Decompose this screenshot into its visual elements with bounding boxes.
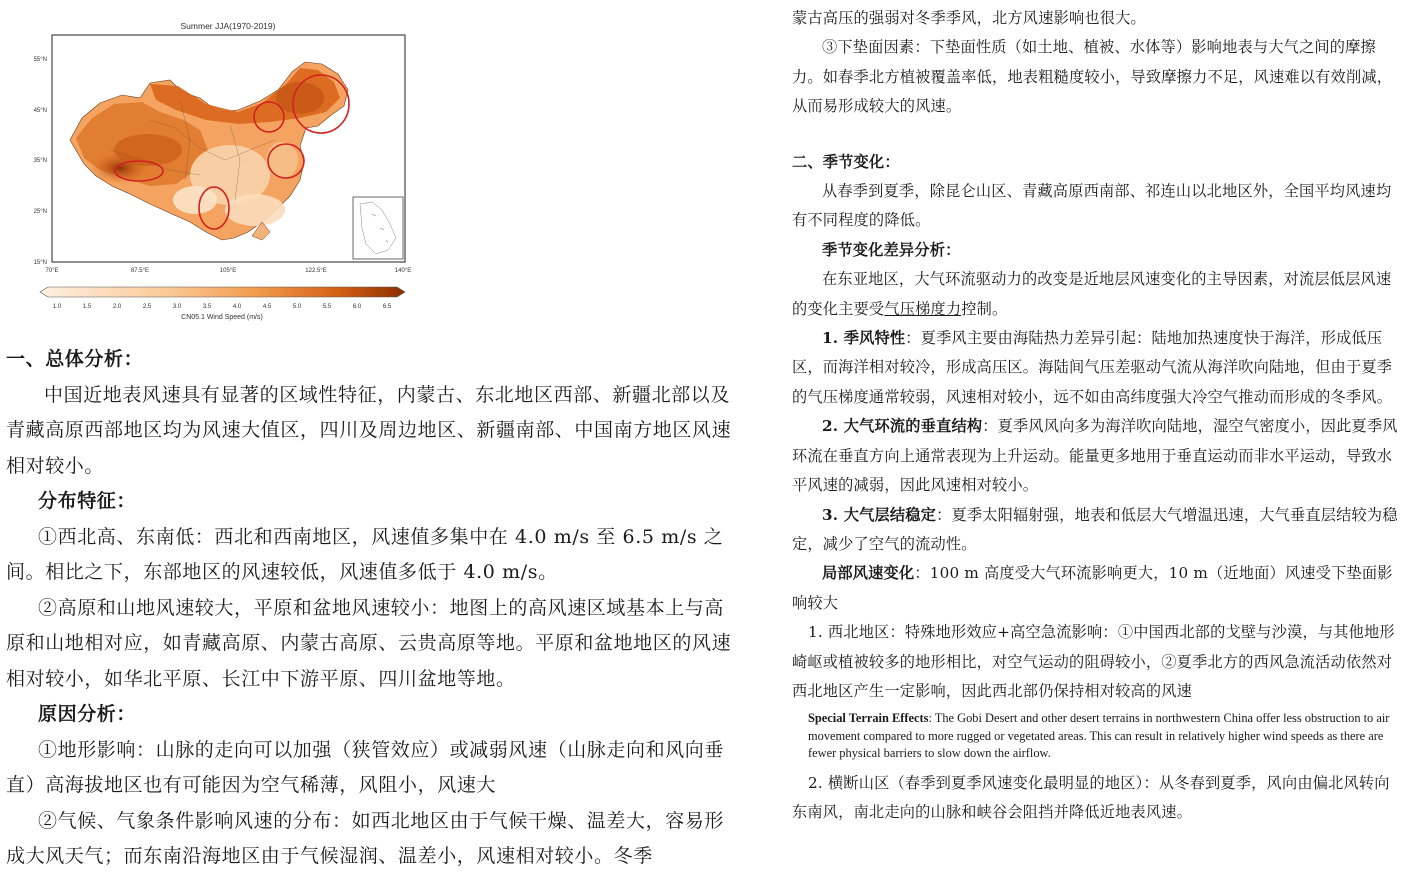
colorbar-label: CN05.1 Wind Speed (m/s) [181,314,263,321]
colorbar-tick: 6.5 [382,304,392,310]
item-monsoon-text: ：夏季风主要由海陆热力差异引起：陆地加热速度快于海洋，形成低压区，而海洋相对较冷，形成高压区。海陆间气压差驱动气流从海洋吹向陆地，但由于夏季的气压梯度通常较弱，风速相对较小，远不如由高纬度强大冷空气推动而形成的冬季风。 [792,329,1393,406]
colorbar-tick: 1.0 [52,304,62,310]
colorbar [40,287,405,321]
lon-tick-label: 140°E [394,268,412,274]
heading-seasonal-difference: 季节变化差异分析： [822,240,961,259]
lat-tick-label: 55°N [33,57,47,63]
item-monsoon [792,324,1404,412]
colorbar-tick: 3.5 [202,304,212,310]
paragraph-surface-factor: ③下垫面因素：下垫面性质（如土地、植被、水体等）影响地表与大气之间的摩擦力。如春季北方植被覆盖率低，地表粗糙度较小，导致摩擦力不足，风速难以有效削减，从而易形成较大的风速。 [792,38,1393,116]
map-title: Summer JJA(1970-2019) [180,21,276,31]
colorbar-tick: 3.0 [172,304,182,310]
colorbar-tick: 5.0 [292,304,302,310]
paragraph-local-wind [792,559,1404,618]
lon-tick-label: 105°E [219,268,237,274]
paragraph-distribution-1: ①西北高、东南低：西北和西南地区，风速值多集中在 4.0 m/s 至 6.5 m/s 之间。相比之下，东部地区的风速较低，风速值多低于 4.0 m/s。 [6,525,724,583]
colorbar-tick: 1.5 [82,304,92,310]
paragraph-seasonal-difference [792,265,1404,324]
item-vertical-title: 2. 大气环流的垂直结构 [822,417,983,436]
colorbar-tick: 4.5 [262,304,272,310]
lon-tick-label: 70°E [45,268,59,274]
local-wind-title: 局部风速变化 [822,564,915,583]
english-note-text: : The Gobi Desert and other desert terrains in northwestern China offer less obstruction to air movement compared to more rugged or vegetated areas. This can result in relatively higher wind speeds as there are fewer physical barriers to slow down the airflow. [808,711,1390,761]
paragraph-distribution-2: ②高原和山地风速较大，平原和盆地风速较小：地图上的高风速区域基本上与高原和山地相对应，如青藏高原、内蒙古高原、云贵高原等地。平原和盆地地区的风速相对较小，如华北平原、长江中下游平原、四川盆地等地。 [6,596,732,690]
colorbar-tick: 5.5 [322,304,332,310]
pressure-gradient-term: 气压梯度力 [884,299,962,318]
heading-seasonal-change: 二、季节变化： [792,152,900,171]
lat-tick-label: 25°N [33,209,47,215]
wind-speed-map-figure [0,0,430,330]
english-note [792,710,1404,763]
lat-tick-label: 45°N [33,108,47,114]
paragraph-seasonal-change: 从春季到夏季，除昆仑山区、青藏高原西南部、祁连山以北地区外，全国平均风速均有不同程度的降低。 [792,182,1392,230]
colorbar-tick: 2.5 [142,304,152,310]
diff-text-a: 在东亚地区，大气环流驱动力的改变是近地层风速变化的主导因素，对流层低层风速的变化主要受 [792,270,1392,318]
colorbar-tick: 2.0 [112,304,122,310]
lon-tick-label: 122.5°E [305,268,327,274]
item-monsoon-title: 1. 季风特性 [822,329,906,348]
item-stratification-text: ：夏季太阳辐射强，地表和低层大气增温迅速，大气垂直层结较为稳定，减少了空气的流动性。 [792,505,1398,553]
lat-axis-labels [34,57,47,266]
item-vertical-structure [792,412,1404,500]
paragraph-overall: 中国近地表风速具有显著的区域性特征，内蒙古、东北地区西部、新疆北部以及青藏高原西部地区均为风速大值区，四川及周边地区、新疆南部、中国南方地区风速相对较小。 [6,383,732,477]
heading-reason-analysis: 原因分析： [38,703,137,725]
colorbar-tick: 4.0 [232,304,242,310]
lat-tick-label: 15°N [33,260,47,266]
lat-tick-label: 35°N [33,158,47,164]
paragraph-reason-2: ②气候、气象条件影响风速的分布：如西北地区由于气候干燥、温差大，容易形成大风天气；而东南沿海地区由于气候湿润、温差小，风速相对较小。冬季 [6,809,725,867]
colorbar-tick: 6.0 [352,304,362,310]
heading-overall-analysis: 一、总体分析： [6,348,144,370]
item-vertical-text: ：夏季风风向多为海洋吹向陆地，湿空气密度小，因此夏季风环流在垂直方向上通常表现为上升运动。能量更多地用于垂直运动而非水平运动，导致水平风速的减弱，因此风速相对较小。 [792,417,1398,495]
right-column [792,4,1404,828]
paragraph-northwest: 1. 西北地区：特殊地形效应+高空急流影响：①中国西北部的戈壁与沙漠，与其他地形崎岖或植被较多的地形相比，对空气运动的阻碍较小，②夏季北方的西风急流活动依然对西北地区产生一定影响，因此西北部仍保持相对较高的风速 [792,623,1395,700]
item-stratification-title: 3. 大气层结稳定 [822,505,937,524]
paragraph-reason-1: ①地形影响：山脉的走向可以加强（狭管效应）或减弱风速（山脉走向和风向垂直）高海拔地区也有可能因为空气稀薄，风阻小，风速大 [6,738,725,796]
diff-text-b: 控制。 [961,299,1008,318]
paragraph-hengduan: 2. 横断山区（春季到夏季风速变化最明显的地区）：从冬春到夏季，风向由偏北风转向东南风，南北走向的山脉和峡谷会阻挡并降低近地表风速。 [792,773,1390,822]
left-column [6,342,736,875]
lon-tick-label: 87.5°E [130,268,150,274]
item-stratification [792,501,1404,560]
paragraph-continued: 蒙古高压的强弱对冬季季风，北方风速影响也很大。 [792,9,1146,27]
local-wind-text: ：100 m 高度受大气环流影响更大，10 m（近地面）风速受下垫面影响较大 [792,564,1393,612]
english-note-title: Special Terrain Effects [808,711,929,726]
lon-axis-labels [45,268,411,274]
south-china-sea-inset [353,197,403,259]
heading-distribution: 分布特征： [38,490,137,512]
